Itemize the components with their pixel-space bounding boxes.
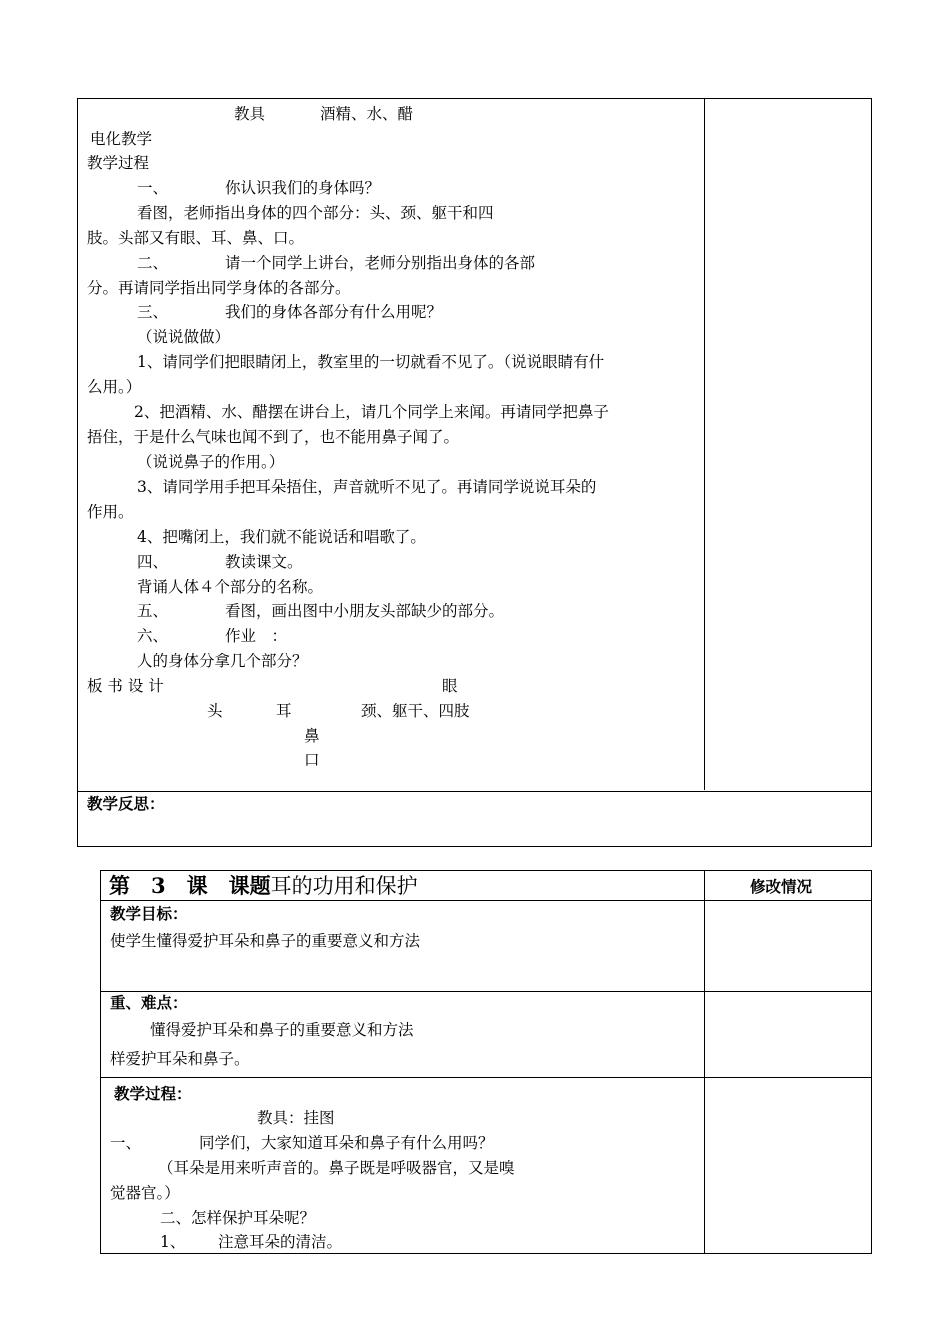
text-line: （说说做做） — [137, 328, 231, 346]
lesson-title — [109, 873, 418, 899]
goal-text: 使学生懂得爱护耳朵和鼻子的重要意义和方法 — [110, 932, 421, 950]
step-text: 注意耳朵的清洁。 — [218, 1233, 343, 1251]
text-line: 二、怎样保护耳朵呢？ — [160, 1209, 316, 1227]
key-points-label: 重、难点： — [110, 993, 188, 1012]
text-line: 1、请同学们把眼睛闭上，教室里的一切就看不见了。（说说眼睛有什 — [137, 353, 605, 371]
blackboard-design-label: 板 书 设 计 — [87, 677, 164, 695]
board-item-ear: 耳 — [276, 702, 292, 720]
text-line: 2、把酒精、水、醋摆在讲台上，请几个同学上来闻。再请同学把鼻子 — [134, 403, 609, 421]
teaching-aids: 教具：挂图 — [257, 1109, 335, 1127]
step-text: 同学们，大家知道耳朵和鼻子有什么用吗？ — [199, 1134, 494, 1152]
step-text: 看图，画出图中小朋友头部缺少的部分。 — [225, 602, 505, 620]
row-divider — [101, 1077, 871, 1078]
step-text: 请一个同学上讲台，老师分别指出身体的各部 — [225, 254, 536, 272]
text-line: （耳朵是用来听声音的。鼻子既是呼吸器官，又是嗅 — [158, 1159, 515, 1177]
revision-header: 修改情况 — [750, 877, 813, 896]
row-divider — [101, 991, 871, 992]
section-heading: 教学过程 — [87, 154, 150, 172]
text-line: 看图，老师指出身体的四个部分：头、颈、躯干和四 — [137, 204, 494, 222]
column-divider — [704, 871, 705, 1253]
lesson-number: 第 3 课 课题 — [109, 873, 271, 898]
column-divider — [704, 99, 705, 790]
text-line: 背诵人体４个部分的名称。 — [137, 578, 324, 596]
lesson-table-2 — [100, 870, 872, 1254]
text-line: 分。再请同学指出同学身体的各部分。 — [87, 279, 351, 297]
key-points-line: 样爱护耳朵和鼻子。 — [110, 1050, 250, 1068]
lesson-table-1 — [77, 98, 872, 847]
text-line: 电化教学 — [90, 130, 153, 148]
board-item-body: 颈、躯干、四肢 — [361, 702, 470, 720]
step-text: 你认识我们的身体吗？ — [225, 179, 381, 197]
text-line: 肢。头部又有眼、耳、鼻、口。 — [87, 229, 305, 247]
teaching-aids-value: 酒精、水、醋 — [320, 105, 414, 123]
step-number: 六、 — [137, 627, 169, 645]
text-line: （说说鼻子的作用。） — [137, 453, 285, 471]
step-number: 二、 — [137, 254, 169, 272]
process-label: 教学过程： — [114, 1084, 192, 1103]
step-number: 三、 — [137, 303, 169, 321]
goal-label: 教学目标： — [110, 904, 188, 923]
step-number: 1、 — [160, 1233, 186, 1251]
board-item-head: 头 — [207, 702, 223, 720]
board-item-mouth: 口 — [304, 751, 320, 769]
teaching-aids-label: 教具 — [234, 105, 266, 123]
step-number: 一、 — [137, 179, 169, 197]
step-text: 作业 ： — [225, 627, 288, 645]
board-item-nose: 鼻 — [304, 727, 320, 745]
key-points-line: 懂得爱护耳朵和鼻子的重要意义和方法 — [150, 1021, 414, 1039]
step-text: 我们的身体各部分有什么用呢？ — [225, 303, 443, 321]
text-line: 觉器官。） — [110, 1184, 180, 1202]
text-line: 作用。 — [87, 503, 134, 521]
board-item-eye: 眼 — [442, 677, 458, 695]
reflection-label: 教学反思： — [87, 794, 165, 813]
step-text: 教读课文。 — [225, 553, 303, 571]
row-divider — [78, 791, 871, 792]
step-number: 一、 — [110, 1134, 142, 1152]
text-line: 么用。） — [87, 378, 142, 396]
row-divider — [101, 900, 871, 901]
lesson-topic: 耳的功用和保护 — [270, 874, 418, 898]
text-line: 捂住，于是什么气味也闻不到了，也不能用鼻子闻了。 — [87, 428, 460, 446]
text-line: 3、请同学用手把耳朵捂住，声音就听不见了。再请同学说说耳朵的 — [137, 478, 597, 496]
text-line: 4、把嘴闭上，我们就不能说话和唱歌了。 — [137, 528, 426, 546]
text-line: 人的身体分拿几个部分？ — [137, 652, 308, 670]
step-number: 五、 — [137, 602, 169, 620]
step-number: 四、 — [137, 553, 169, 571]
